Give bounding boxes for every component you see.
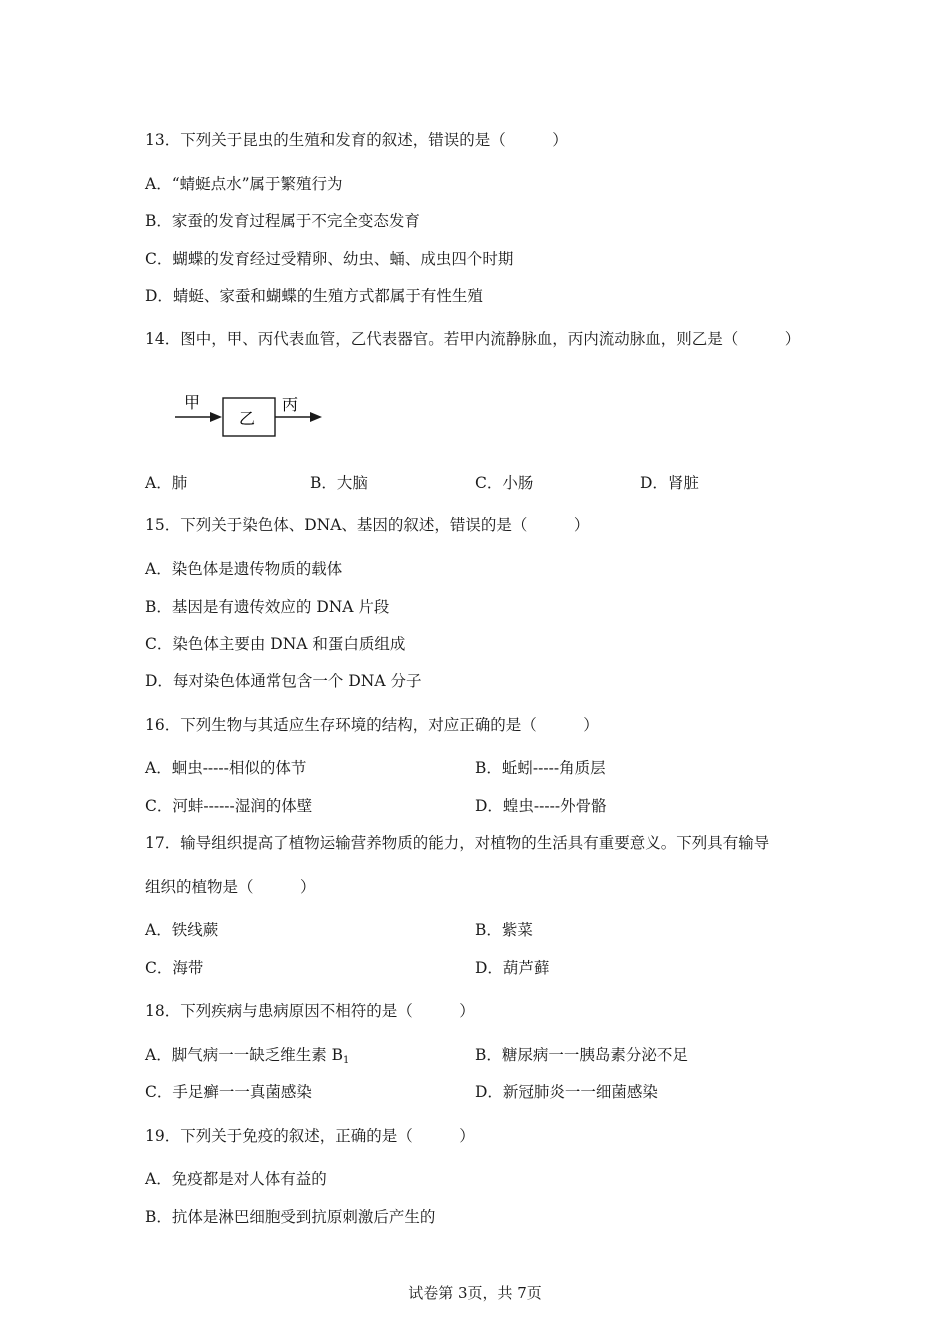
q18-option-c: C．手足癣一一真菌感染 <box>145 1083 312 1101</box>
q14-diagram <box>170 388 335 440</box>
q13-option-a: A．“蜻蜓点水”属于繁殖行为 <box>145 175 343 193</box>
q17-stem-line1: 17．输导组织提高了植物运输营养物质的能力，对植物的生活具有重要意义。下列具有输导 <box>145 834 770 852</box>
q14-option-d: D．肾脏 <box>640 474 699 492</box>
q18-stem: 18．下列疾病与患病原因不相符的是（ ） <box>145 1002 475 1020</box>
q15-option-d: D．每对染色体通常包含一个 DNA 分子 <box>145 672 422 690</box>
q16-option-d: D．蝗虫-----外骨骼 <box>475 797 607 815</box>
q13-stem: 13．下列关于昆虫的生殖和发育的叙述，错误的是（ ） <box>145 131 568 149</box>
q16-stem: 16．下列生物与其适应生存环境的结构，对应正确的是（ ） <box>145 716 599 734</box>
q14-option-b: B．大脑 <box>310 474 368 492</box>
q15-option-b: B．基因是有遗传效应的 DNA 片段 <box>145 598 390 616</box>
q19-option-a: A．免疫都是对人体有益的 <box>145 1170 327 1188</box>
q15-option-c: C．染色体主要由 DNA 和蛋白质组成 <box>145 635 406 653</box>
q17-option-c: C．海带 <box>145 959 204 977</box>
q18-option-b: B．糖尿病一一胰岛素分泌不足 <box>475 1046 688 1064</box>
q14-option-c: C．小肠 <box>475 474 534 492</box>
label-yi: 乙 <box>239 409 256 428</box>
q14-option-a: A．肺 <box>145 474 188 492</box>
q19-stem: 19．下列关于免疫的叙述，正确的是（ ） <box>145 1127 475 1145</box>
q13-option-d: D．蜻蜓、家蚕和蝴蝶的生殖方式都属于有性生殖 <box>145 287 483 305</box>
q13-option-b: B．家蚕的发育过程属于不完全变态发育 <box>145 212 420 230</box>
label-jia: 甲 <box>184 393 201 412</box>
label-bing: 丙 <box>282 395 299 414</box>
q18-option-a <box>145 1045 349 1071</box>
q17-option-a: A．铁线蕨 <box>145 921 219 939</box>
q18-option-d: D．新冠肺炎一一细菌感染 <box>475 1083 658 1101</box>
q16-option-b: B．蚯蚓-----角质层 <box>475 759 606 777</box>
out-arrow-head <box>310 412 322 422</box>
q18-option-a-text: A．脚气病一一缺乏维生素 B <box>145 1046 344 1064</box>
q17-option-d: D．葫芦藓 <box>475 959 550 977</box>
page-footer: 试卷第 3页，共 7页 <box>408 1284 542 1302</box>
q17-option-b: B．紫菜 <box>475 921 533 939</box>
q14-stem: 14．图中，甲、丙代表血管，乙代表器官。若甲内流静脉血，丙内流动脉血，则乙是（ ） <box>145 330 801 348</box>
q19-option-b: B．抗体是淋巴细胞受到抗原刺激后产生的 <box>145 1208 436 1226</box>
in-arrow-head <box>210 412 222 422</box>
q18-option-a-subscript: 1 <box>343 1055 350 1066</box>
q17-stem-line2: 组织的植物是（ ） <box>145 878 316 896</box>
q13-option-c: C．蝴蝶的发育经过受精卵、幼虫、蛹、成虫四个时期 <box>145 250 514 268</box>
q15-option-a: A．染色体是遗传物质的载体 <box>145 560 343 578</box>
q16-option-c: C．河蚌------湿润的体壁 <box>145 797 313 815</box>
q15-stem: 15．下列关于染色体、DNA、基因的叙述，错误的是（ ） <box>145 516 590 534</box>
q16-option-a: A．蛔虫-----相似的体节 <box>145 759 307 777</box>
